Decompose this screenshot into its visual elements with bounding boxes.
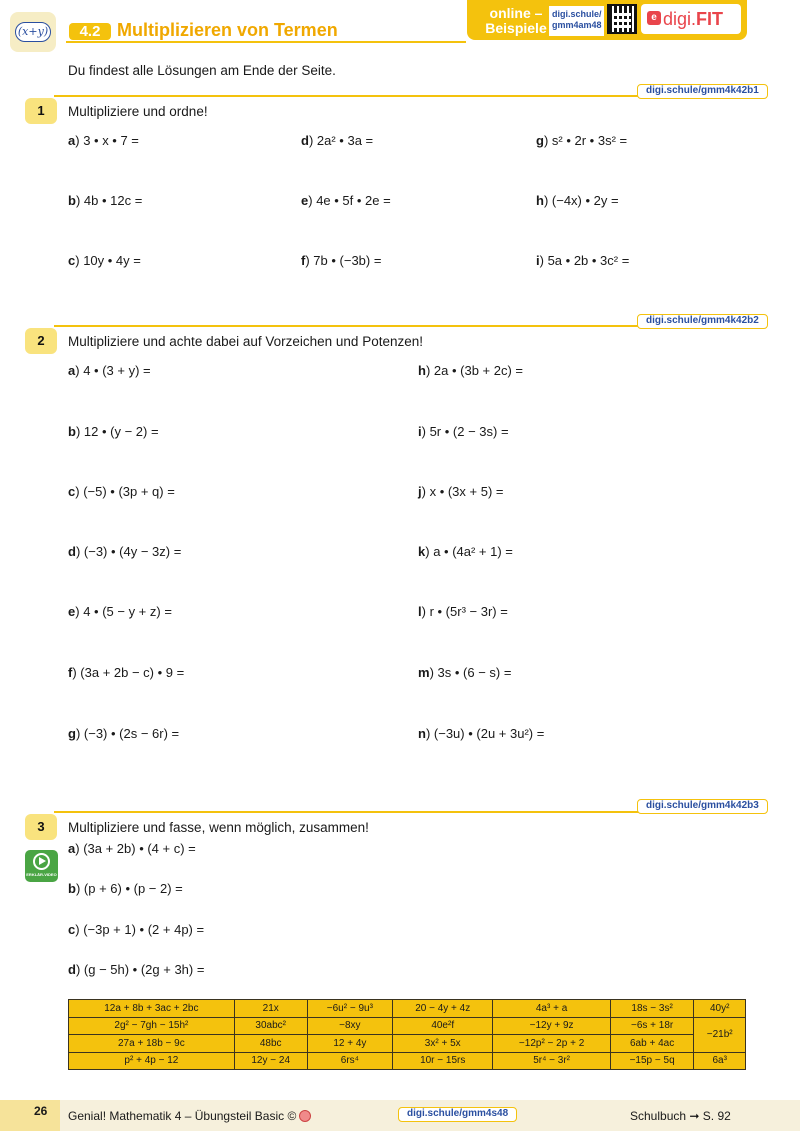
exercise-b: b) 12 • (y − 2) =	[68, 424, 159, 439]
exercise-expression: 12 • (y − 2) =	[83, 424, 159, 439]
solution-cell: 6ab + 4ac	[610, 1035, 694, 1053]
exercise-letter: a	[68, 841, 76, 856]
task3-digi-link[interactable]: digi.schule/gmm4k42b3	[637, 799, 768, 814]
digifit-icon: e	[647, 11, 661, 25]
section-number: 4.2	[69, 23, 111, 40]
solution-cell: −21b²	[694, 1017, 746, 1052]
exercise-expression: (−5) • (3p + q) =	[83, 484, 175, 499]
exercise-expression: 4 • (5 − y + z) =	[83, 604, 172, 619]
exercise-expression: (−3u) • (2u + 3u²) =	[433, 726, 545, 741]
book-title-text: Genial! Mathematik 4 – Übungsteil Basic ©	[68, 1109, 297, 1123]
exercise-expression: (−3) • (4y − 3z) =	[83, 544, 182, 559]
exercise-i: i) 5a • 2b • 3c² =	[536, 253, 630, 268]
solution-cell: p² + 4p − 12	[69, 1052, 235, 1070]
digifit-prefix: digi.	[663, 9, 697, 29]
exercise-c: c) 10y • 4y =	[68, 253, 141, 268]
solutions-row	[69, 1052, 746, 1070]
exercise-expression: (p + 6) • (p − 2) =	[83, 881, 183, 896]
exercise-c: c) (−5) • (3p + q) =	[68, 484, 175, 499]
exercise-a: a) 4 • (3 + y) =	[68, 363, 151, 378]
exercise-letter: a	[68, 133, 76, 148]
exercise-letter: e	[301, 193, 309, 208]
solutions-row	[69, 1000, 746, 1018]
exercise-l: l) r • (5r³ − 3r) =	[418, 604, 508, 619]
exercise-expression: r • (5r³ − 3r) =	[429, 604, 508, 619]
exercise-expression: 2a • (3b + 2c) =	[433, 363, 524, 378]
exercise-letter: c	[68, 253, 76, 268]
exercise-expression: (−4x) • 2y =	[551, 193, 619, 208]
solution-cell: 3x² + 5x	[393, 1035, 493, 1053]
online-code-line2: gmm4am48	[552, 20, 602, 30]
online-label-line2: Beispiele	[485, 20, 547, 36]
solution-cell: 2g² − 7gh − 15h²	[69, 1017, 235, 1035]
exercise-letter: n	[418, 726, 426, 741]
exercise-expression: 7b • (−3b) =	[313, 253, 382, 268]
exercise-expression: 5a • 2b • 3c² =	[547, 253, 630, 268]
exercise-letter: c	[68, 922, 76, 937]
solution-cell: 48bc	[234, 1035, 307, 1053]
task2-number-badge: 2	[25, 328, 57, 354]
exercise-a: a) 3 • x • 7 =	[68, 133, 139, 148]
online-label	[476, 6, 556, 36]
explainer-video-button[interactable]	[25, 850, 58, 882]
exercise-letter: g	[68, 726, 76, 741]
task3-instruction: Multipliziere und fasse, wenn möglich, zusammen!	[68, 820, 369, 835]
header-divider	[66, 41, 466, 43]
solution-cell: 6rs⁴	[307, 1052, 392, 1070]
exercise-i: i) 5r • (2 − 3s) =	[418, 424, 509, 439]
task2-digi-link[interactable]: digi.schule/gmm4k42b2	[637, 314, 768, 329]
exercise-letter: f	[301, 253, 306, 268]
exercise-letter: e	[68, 604, 76, 619]
exercise-expression: (−3p + 1) • (2 + 4p) =	[83, 922, 205, 937]
exercise-letter: m	[418, 665, 430, 680]
solution-cell: 5r⁴ − 3r²	[493, 1052, 610, 1070]
exercise-letter: l	[418, 604, 422, 619]
exercise-letter: d	[68, 544, 76, 559]
chapter-logo	[10, 12, 56, 52]
exercise-d: d) (−3) • (4y − 3z) =	[68, 544, 182, 559]
exercise-expression: (3a + 2b − c) • 9 =	[80, 665, 185, 680]
exercise-expression: 4 • (3 + y) =	[83, 363, 151, 378]
exercise-letter: a	[68, 363, 76, 378]
solution-cell: −6u² − 9u³	[307, 1000, 392, 1018]
solution-cell: 10r − 15rs	[393, 1052, 493, 1070]
intro-text: Du findest alle Lösungen am Ende der Seite.	[68, 63, 336, 78]
exercise-letter: h	[536, 193, 544, 208]
solution-cell: 40y²	[694, 1000, 746, 1018]
online-code-line1: digi.schule/	[552, 9, 602, 19]
exercise-h: h) (−4x) • 2y =	[536, 193, 619, 208]
exercise-letter: g	[536, 133, 544, 148]
task3-number-badge: 3	[25, 814, 57, 840]
solution-cell: −6s + 18r	[610, 1017, 694, 1035]
exercise-expression: 4b • 12c =	[83, 193, 143, 208]
exercise-letter: j	[418, 484, 422, 499]
digifit-suffix: FIT	[696, 9, 724, 29]
exercise-expression: (3a + 2b) • (4 + c) =	[83, 841, 196, 856]
solution-cell: −8xy	[307, 1017, 392, 1035]
exercise-expression: (g − 5h) • (2g + 3h) =	[83, 962, 205, 977]
solutions-row	[69, 1035, 746, 1053]
publisher-logo-icon	[299, 1110, 311, 1122]
exercise-b: b) 4b • 12c =	[68, 193, 143, 208]
solutions-table	[68, 999, 746, 1070]
exercise-b: b) (p + 6) • (p − 2) =	[68, 881, 183, 896]
exercise-expression: 3s • (6 − s) =	[437, 665, 512, 680]
solution-cell: 20 − 4y + 4z	[393, 1000, 493, 1018]
solution-cell: 40e²f	[393, 1017, 493, 1035]
exercise-letter: f	[68, 665, 73, 680]
exercise-letter: i	[418, 424, 422, 439]
solution-cell: 18s − 3s²	[610, 1000, 694, 1018]
exercise-expression: x • (3x + 5) =	[429, 484, 504, 499]
online-code-link[interactable]	[549, 6, 604, 36]
solution-cell: 6a³	[694, 1052, 746, 1070]
exercise-letter: k	[418, 544, 426, 559]
algebra-logo-icon: (x+y)	[15, 22, 51, 42]
solution-cell: 12a + 8b + 3ac + 2bc	[69, 1000, 235, 1018]
exercise-d: d) (g − 5h) • (2g + 3h) =	[68, 962, 205, 977]
task1-digi-link[interactable]: digi.schule/gmm4k42b1	[637, 84, 768, 99]
exercise-letter: d	[301, 133, 309, 148]
exercise-e: e) 4 • (5 − y + z) =	[68, 604, 172, 619]
exercise-expression: s² • 2r • 3s² =	[551, 133, 628, 148]
solution-cell: −12p² − 2p + 2	[493, 1035, 610, 1053]
exercise-g: g) s² • 2r • 3s² =	[536, 133, 628, 148]
online-examples-box	[467, 0, 747, 40]
reference-page: S. 92	[702, 1109, 731, 1123]
exercise-letter: h	[418, 363, 426, 378]
solution-cell: 12 + 4y	[307, 1035, 392, 1053]
qr-code-icon[interactable]	[607, 4, 637, 34]
exercise-letter: b	[68, 424, 76, 439]
exercise-f: f) 7b • (−3b) =	[301, 253, 382, 268]
exercise-letter: d	[68, 962, 76, 977]
exercise-expression: 2a² • 3a =	[316, 133, 374, 148]
solution-cell: 21x	[234, 1000, 307, 1018]
exercise-letter: c	[68, 484, 76, 499]
exercise-a: a) (3a + 2b) • (4 + c) =	[68, 841, 196, 856]
online-label-line1: online –	[489, 5, 543, 21]
textbook-reference	[630, 1109, 731, 1123]
solution-cell: 30abc²	[234, 1017, 307, 1035]
section-title: Multiplizieren von Termen	[117, 20, 338, 40]
solutions-row	[69, 1017, 746, 1035]
reference-label: Schulbuch	[630, 1109, 687, 1123]
task1-number-badge: 1	[25, 98, 57, 124]
solution-cell: −15p − 5q	[610, 1052, 694, 1070]
solution-cell: −12y + 9z	[493, 1017, 610, 1035]
digifit-wordmark	[663, 8, 723, 30]
solution-cell: 27a + 18b − 9c	[69, 1035, 235, 1053]
page-number: 26	[0, 1100, 60, 1131]
solution-cell: 12y − 24	[234, 1052, 307, 1070]
exercise-expression: 5r • (2 − 3s) =	[429, 424, 509, 439]
play-icon	[39, 857, 46, 865]
exercise-j: j) x • (3x + 5) =	[418, 484, 504, 499]
exercise-letter: b	[68, 881, 76, 896]
exercise-g: g) (−3) • (2s − 6r) =	[68, 726, 180, 741]
book-title	[68, 1109, 311, 1123]
exercise-letter: b	[68, 193, 76, 208]
exercise-m: m) 3s • (6 − s) =	[418, 665, 512, 680]
video-label: ERKLÄR-VIDEO	[26, 872, 57, 877]
exercise-h: h) 2a • (3b + 2c) =	[418, 363, 524, 378]
digifit-logo[interactable]	[641, 4, 741, 34]
footer-digi-link[interactable]: digi.schule/gmm4s48	[398, 1107, 517, 1122]
solution-cell: 4a³ + a	[493, 1000, 610, 1018]
exercise-expression: 4e • 5f • 2e =	[316, 193, 391, 208]
exercise-expression: 3 • x • 7 =	[83, 133, 139, 148]
exercise-f: f) (3a + 2b − c) • 9 =	[68, 665, 185, 680]
exercise-e: e) 4e • 5f • 2e =	[301, 193, 391, 208]
arrow-right-icon: ➞	[689, 1109, 700, 1123]
task2-instruction: Multipliziere und achte dabei auf Vorzeichen und Potenzen!	[68, 334, 423, 349]
exercise-d: d) 2a² • 3a =	[301, 133, 374, 148]
task1-instruction: Multipliziere und ordne!	[68, 104, 208, 119]
exercise-k: k) a • (4a² + 1) =	[418, 544, 513, 559]
exercise-expression: 10y • 4y =	[83, 253, 141, 268]
exercise-n: n) (−3u) • (2u + 3u²) =	[418, 726, 545, 741]
exercise-c: c) (−3p + 1) • (2 + 4p) =	[68, 922, 205, 937]
exercise-letter: i	[536, 253, 540, 268]
exercise-expression: (−3) • (2s − 6r) =	[83, 726, 180, 741]
exercise-expression: a • (4a² + 1) =	[433, 544, 513, 559]
